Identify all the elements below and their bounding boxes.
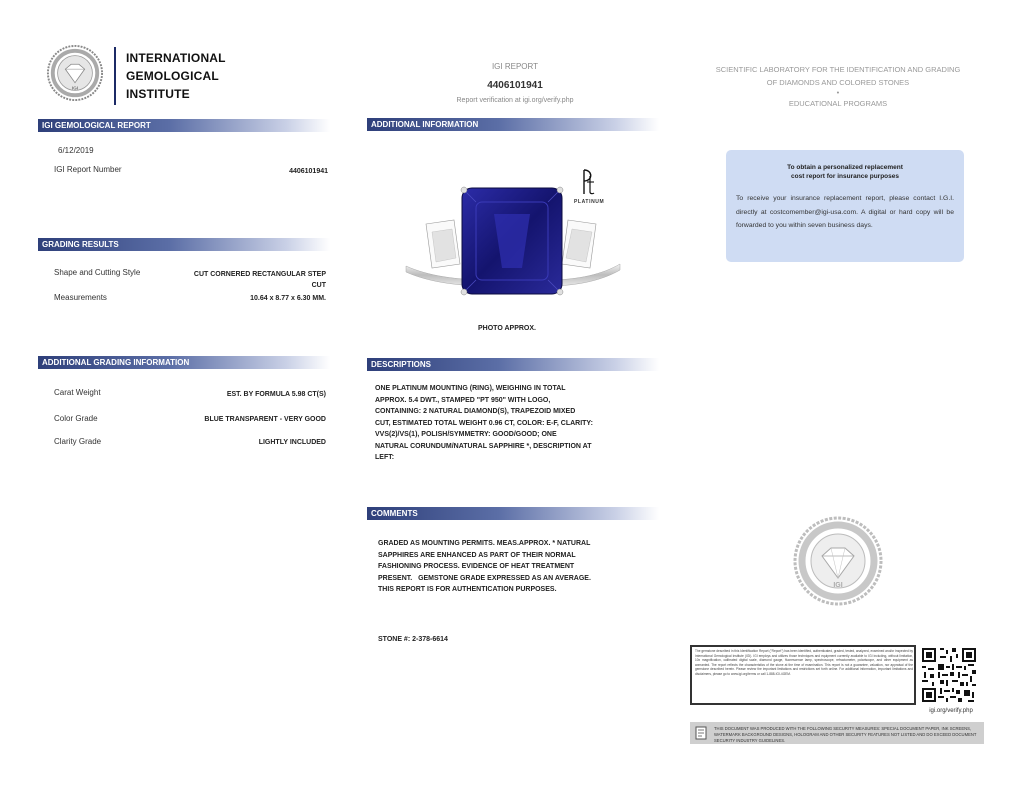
lab-line-2: OF DIAMONDS AND COLORED STONES (766, 78, 910, 87)
insurance-body: To receive your insurance replacement report, please contact I.G.I. directly at costcomember@igi-usa.com. A digital or hard copy will be forwarded to you within seven business days. (736, 195, 954, 229)
comments-text (378, 538, 593, 596)
clarity-grade-value: LIGHTLY INCLUDED (258, 439, 326, 446)
comment-line: GRADED AS MOUNTING PERMITS. MEAS.APPROX. * NATURAL (378, 540, 591, 547)
institute-line-2: GEMOLOGICAL (126, 69, 219, 83)
measurements-value: 10.64 x 8.77 x 6.30 MM. (250, 295, 326, 302)
lab-line-1: SCIENTIFIC LABORATORY FOR THE IDENTIFICATION AND GRADING (715, 65, 961, 74)
description-line: CONTAINING: 2 NATURAL DIAMOND(S), TRAPEZOID MIXED (375, 408, 576, 415)
institute-line-1: INTERNATIONAL (126, 51, 226, 65)
document-security-icon (694, 726, 708, 740)
description-line: APPROX. 5.4 DWT., STAMPED "PT 950" WITH LOGO, (375, 396, 551, 404)
report-number-label: IGI Report Number (54, 165, 122, 174)
carat-weight-value: EST. BY FORMULA 5.98 CT(S) (226, 391, 326, 398)
description-line: ONE PLATINUM MOUNTING (RING), WEIGHING IN TOTAL (375, 385, 566, 392)
carat-weight-label: Carat Weight (54, 388, 101, 397)
security-footer-strip (690, 722, 984, 744)
ring-photo (398, 180, 628, 300)
description-line: NATURAL CORUNDUM/NATURAL SAPPHIRE *, DESCRIPTION AT (375, 442, 592, 450)
section-bar-grading-results: GRADING RESULTS (38, 238, 330, 251)
report-date: 6/12/2019 (58, 146, 94, 155)
svg-text:IGI: IGI (833, 582, 843, 589)
report-number-value: 4406101941 (289, 168, 328, 175)
report-header (420, 62, 610, 104)
insurance-title-line-2: cost report for insurance purposes (791, 173, 899, 180)
shape-value-line-1: CUT CORNERED RECTANGULAR STEP (193, 271, 326, 278)
shape-value-line-2: CUT (311, 282, 326, 289)
color-grade-value: BLUE TRANSPARENT - VERY GOOD (204, 416, 326, 423)
section-bar-comments: COMMENTS (367, 507, 659, 520)
color-grade-label: Color Grade (54, 414, 98, 423)
stone-number: STONE #: 2-378-6614 (378, 636, 448, 643)
comment-line: FASHIONING PROCESS. EVIDENCE OF HEAT TREATMENT (378, 563, 575, 570)
shape-value (180, 269, 326, 291)
section-bar-additional-grading: ADDITIONAL GRADING INFORMATION (38, 356, 330, 369)
insurance-title (726, 163, 964, 181)
lab-bullet: • (836, 88, 840, 97)
qr-verify-label[interactable]: igi.org/verify.php (929, 708, 973, 714)
description-line: LEFT: (375, 454, 395, 461)
security-fine-print: The gemstone described in this Identification Report ("Report") has been identified, authenticated, graded, tested, analyzed, examined and/or inspected by International Gemological Institute (IGI). IGI employs and utilizes those techniques and equipment currently available to IGI including, without limitation, 10x magnification, calibrated digital scale, diamond gauge, fluorescence lamp, spectroscope, refractometer, polariscope, and other equipment as warranted. The report reflects the characteristics of the stone at the time of examination. This report is not a guarantee, valuation, nor appraisal of the gemstone described herein. Please review the important limitations and restrictions set forth online. For additional information, important limitations and disclaimers, please go to www.igi.org/terms or call 1-888-IGI-4GEM. (695, 649, 913, 676)
comment-line: SAPPHIRES ARE ENHANCED AS PART OF THEIR NORMAL (378, 551, 576, 559)
lab-description (700, 63, 976, 110)
insurance-info-box (726, 150, 964, 262)
shape-label: Shape and Cutting Style (54, 268, 141, 277)
descriptions-text (375, 383, 595, 464)
section-bar-additional-information: ADDITIONAL INFORMATION (367, 118, 659, 131)
igi-seal-icon (46, 44, 104, 102)
insurance-title-line-1: To obtain a personalized replacement (787, 164, 903, 171)
institute-name (126, 49, 226, 103)
photo-caption: PHOTO APPROX. (478, 325, 536, 332)
report-number: 4406101941 (487, 80, 543, 91)
report-label: IGI REPORT (491, 62, 539, 71)
comment-line: PRESENT. GEMSTONE GRADE EXPRESSED AS AN AVERAGE. (378, 574, 591, 582)
description-line: VVS(2)/VS(1), POLISH/SYMMETRY: GOOD/GOOD; ONE (375, 431, 557, 438)
security-footer-text: THIS DOCUMENT WAS PRODUCED WITH THE FOLLOWING SECURITY MEASURES: SPECIAL DOCUMENT PAPER, INK SCREENS, WATERMARK BACKGROUND DESIGNS, HOLOGRAM AND OTHER SECURITY FEATURES NOT LISTED AND DO EXCEED DOCUMENT SECURITY INDUSTRY GUIDELINES. (714, 726, 977, 743)
verify-text[interactable]: Report verification at igi.org/verify.php (456, 97, 574, 104)
institute-line-3: INSTITUTE (126, 87, 190, 101)
qr-code-icon[interactable] (920, 646, 978, 704)
measurements-label: Measurements (54, 293, 107, 302)
lab-line-3: EDUCATIONAL PROGRAMS (788, 99, 888, 108)
clarity-grade-label: Clarity Grade (54, 437, 102, 446)
svg-text:IGI: IGI (71, 86, 79, 92)
section-bar-gemological-report: IGI GEMOLOGICAL REPORT (38, 119, 330, 132)
logo-divider (114, 47, 116, 105)
comment-line: THIS REPORT IS FOR AUTHENTICATION PURPOSES. (378, 586, 557, 593)
igi-watermark-seal-icon (792, 516, 884, 606)
platinum-label: PLATINUM (574, 199, 605, 205)
security-fine-print-box (690, 645, 916, 705)
platinum-pt-logo-icon (581, 168, 597, 196)
description-line: CUT, ESTIMATED TOTAL WEIGHT 0.96 CT, COLOR: E-F, CLARITY: (375, 419, 593, 427)
section-bar-descriptions: DESCRIPTIONS (367, 358, 659, 371)
